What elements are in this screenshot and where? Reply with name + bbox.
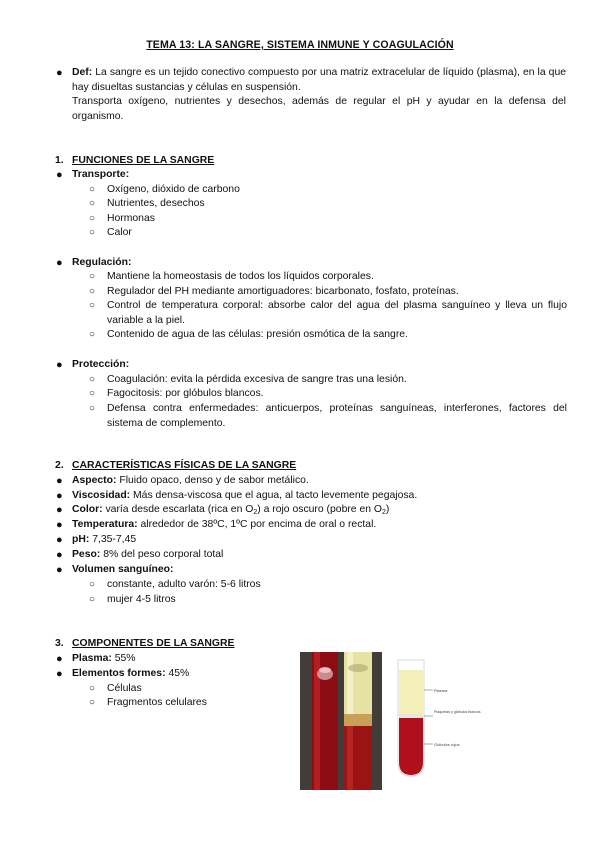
bullet-icon: ● <box>56 653 63 665</box>
bullet-icon: ● <box>56 67 63 79</box>
circle-bullet-icon: ○ <box>89 227 96 238</box>
document-page: TEMA 13: LA SANGRE, SISTEMA INMUNE Y COAGULACIÓN ● Def: La sangre es un tejido conectivo compuesto por una matriz extracelular de líquido (plasma), en la que hay disueltas sustancias y células en suspensión. Transporta oxígeno, nutrientes y desechos, además de regular el pH y ayudar en la defensa del organismo. 1. FUNCIONES DE LA SANGRE ● Transporte: ○ Oxígeno, dióxido de carbono ○ Nutrientes, desechos ○ Hormonas ○ Calor ● Regulación: ○ Mantiene la homeostasis de todos los líquidos corporales. ○ Regulador del PH mediante amortiguadores: bicarbonato, fosfato, proteínas. ○ Control de temperatura corporal: absorbe calor del agua del plasma sanguíneo y lleva un flujo variable a la piel. ○ Contenido de agua de las células: presión osmótica de la sangre. ● Protección: ○ Coagulación: evita la pérdida excesiva de sangre tras una lesión. ○ Fagocitosis: por glóbulos blancos. ○ Defensa contra enfermedades: anticuerpos, proteínas sanguíneas, interferones, factores del sistema de complemento. 2. CARACTERÍSTICAS FÍSICAS DE LA SANGRE ● Aspecto: Fluido opaco, denso y de sabor metálico. ● Viscosidad: Más densa-viscosa que el agua, al tacto levemente pegajosa. ● Color: varía desde escarlata (rica en $O_2$) a rojo oscuro (pobre en $O_2$) ● Temperatura: alrededor de 38ºC, 1ºC por encima de oral o rectal. ● pH: 7,35-7,45 ● Peso: 8% del peso corporal total ● Volumen sanguíneo: ○ constante, adulto varón: 5-6 litros ○ mujer 4-5 litros 3. COMPONENTES DE LA SANGRE ● Plasma: 55% ● Elementos formes: 45% ○ Células ○ Fragmentos celulares Plasma Plaquetas y glóbulos blancos Glóbulos rojos <box>0 0 600 848</box>
circle-bullet-icon: ○ <box>89 579 96 590</box>
plasma-layer <box>399 670 423 714</box>
bullet-icon: ● <box>56 490 63 502</box>
bullet-icon: ● <box>56 519 63 531</box>
circle-bullet-icon: ○ <box>89 329 96 340</box>
bullet-icon: ● <box>56 564 63 576</box>
circle-bullet-icon: ○ <box>89 403 96 414</box>
bullet-icon: ● <box>56 668 63 680</box>
bullet-icon: ● <box>56 475 63 487</box>
section-1-heading: 1. FUNCIONES DE LA SANGRE <box>55 155 215 166</box>
section-3-heading: 3. COMPONENTES DE LA SANGRE <box>55 638 235 649</box>
circle-bullet-icon: ○ <box>89 683 96 694</box>
section-2-heading: 2. CARACTERÍSTICAS FÍSICAS DE LA SANGRE <box>55 460 297 471</box>
bullet-icon: ● <box>56 534 63 546</box>
circle-bullet-icon: ○ <box>89 697 96 708</box>
label-platelets: Plaquetas y glóbulos blancos <box>434 710 481 714</box>
circle-bullet-icon: ○ <box>89 213 96 224</box>
buffy-coat-layer <box>399 714 423 718</box>
circle-bullet-icon: ○ <box>89 300 96 311</box>
definition-label: Def: <box>72 67 93 78</box>
page-title: TEMA 13: LA SANGRE, SISTEMA INMUNE Y COAGULACIÓN <box>146 39 454 51</box>
bullet-icon: ● <box>56 257 63 269</box>
circle-bullet-icon: ○ <box>89 184 96 195</box>
circle-bullet-icon: ○ <box>89 374 96 385</box>
bullet-icon: ● <box>56 359 63 371</box>
label-plasma: Plasma <box>434 688 448 693</box>
definition-text: La sangre es un tejido conectivo compuesto por una matriz extracelular de líquido (plasma), en la que hay disueltas sustancias y células en suspensión. <box>72 67 567 93</box>
bullet-icon: ● <box>56 549 63 561</box>
blood-tubes-figure <box>300 652 481 790</box>
red-cells-layer <box>399 718 423 775</box>
circle-bullet-icon: ○ <box>89 388 96 399</box>
circle-bullet-icon: ○ <box>89 286 96 297</box>
circle-bullet-icon: ○ <box>89 594 96 605</box>
circle-bullet-icon: ○ <box>89 271 96 282</box>
bullet-icon: ● <box>56 504 63 516</box>
circle-bullet-icon: ○ <box>89 198 96 209</box>
definition-text-2: Transporta oxígeno, nutrientes y desechos, además de regular el pH y ayudar en la defensa del organismo. <box>72 96 566 122</box>
label-red-cells: Glóbulos rojos <box>434 742 460 747</box>
bullet-icon: ● <box>56 169 63 181</box>
